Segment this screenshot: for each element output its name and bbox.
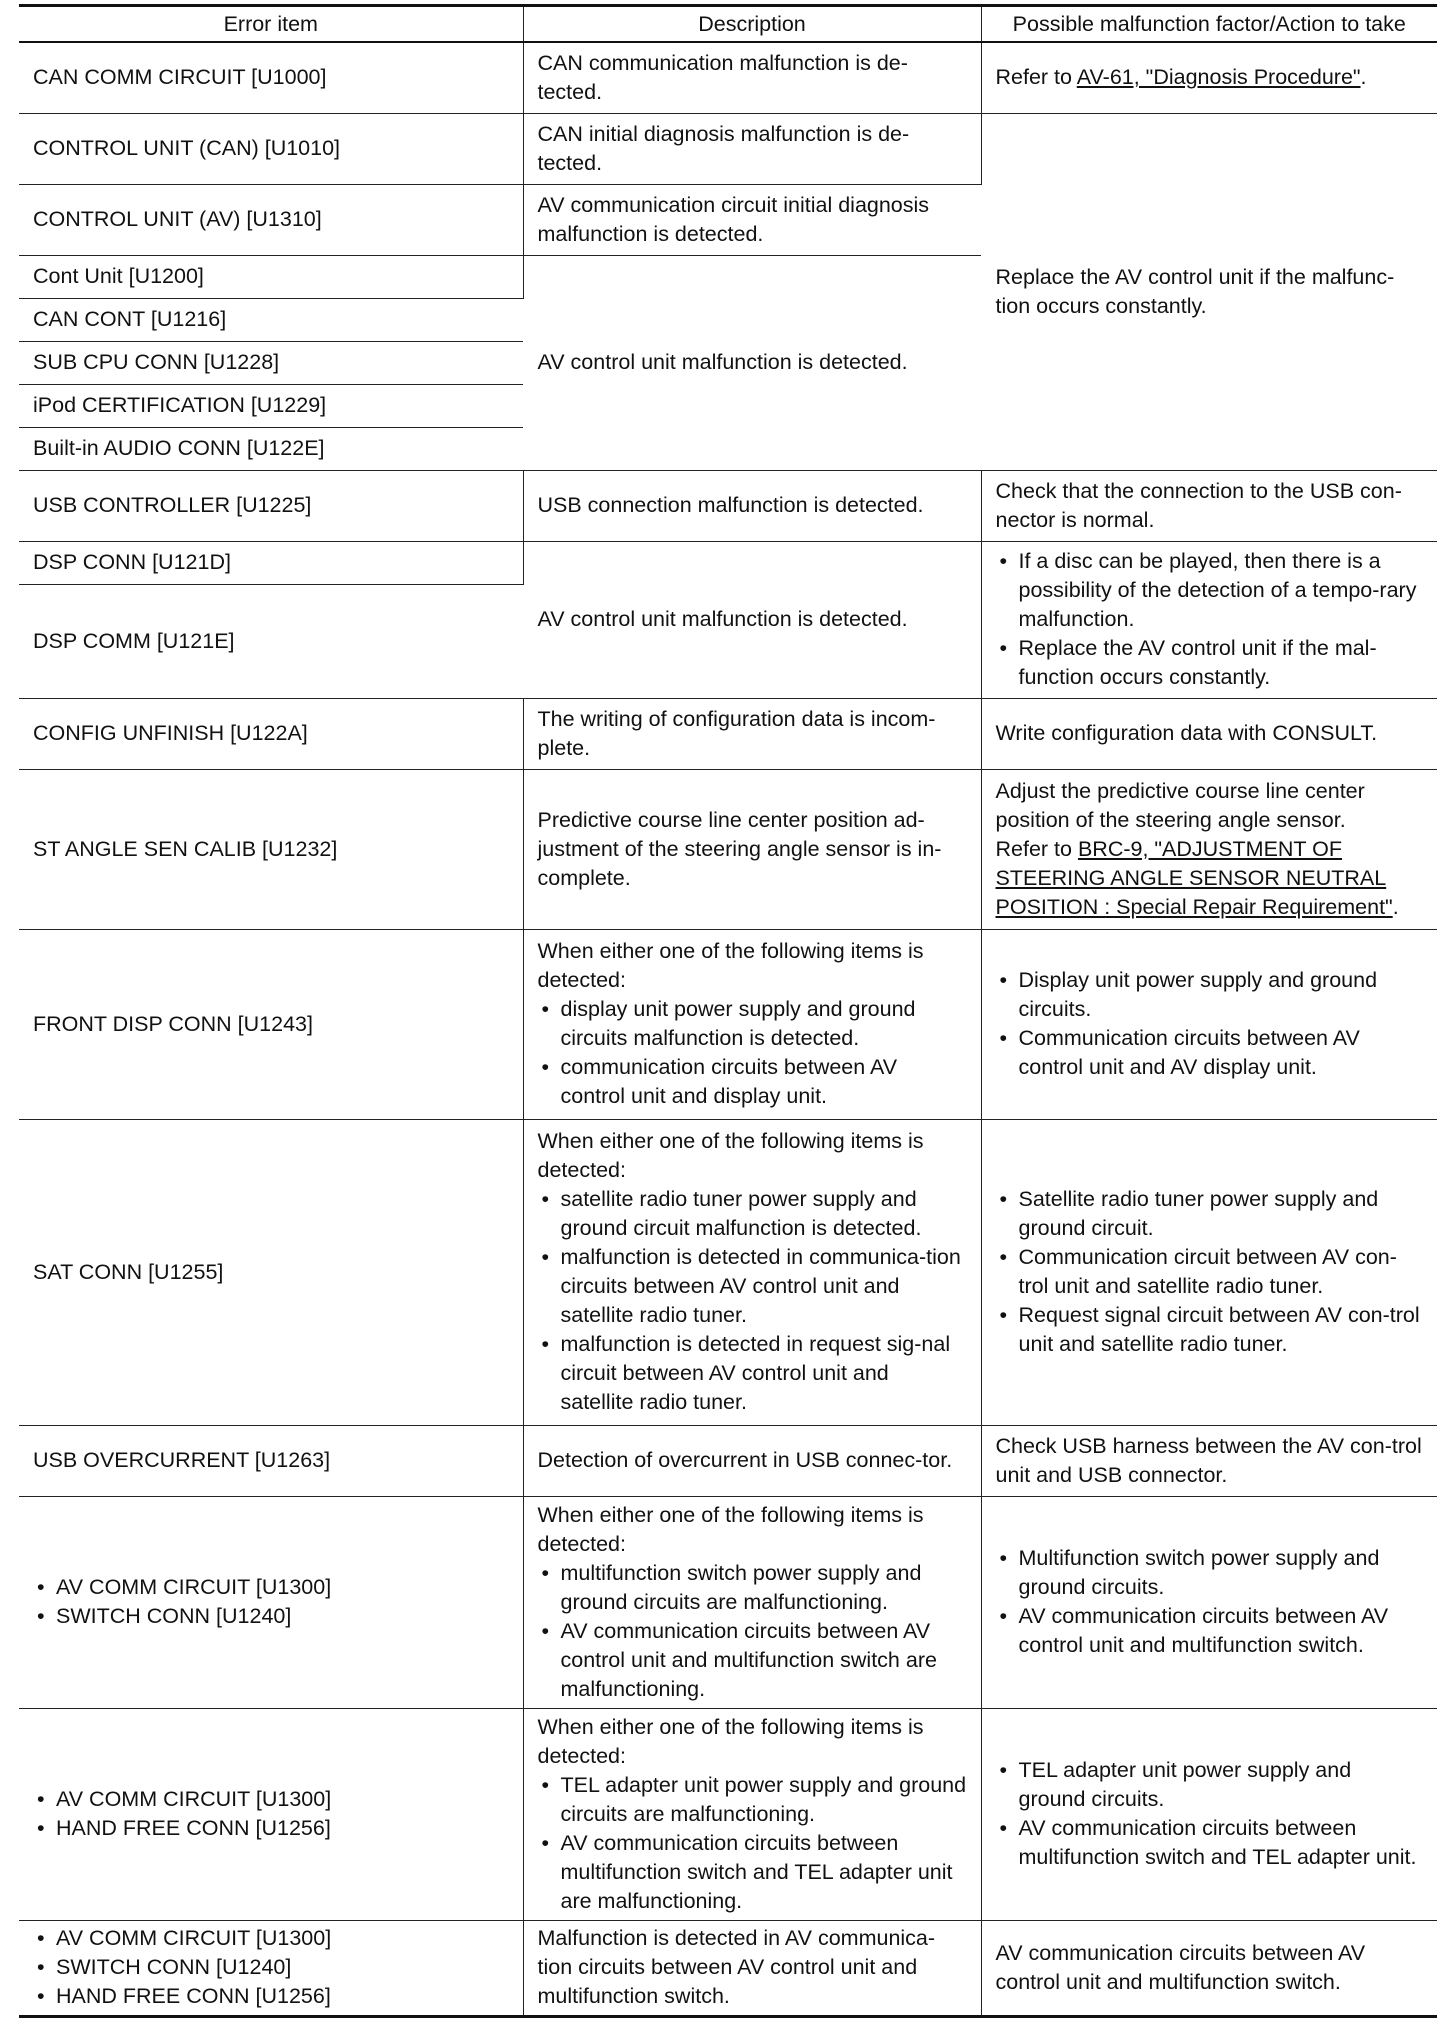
list-item: • AV COMM CIRCUIT [U1300] [33,1573,509,1602]
action-bullet-list [996,547,1424,692]
reference-link[interactable]: AV-61, "Diagnosis Procedure" [1076,65,1361,90]
list-item: • AV communication circuits between AV control unit and multifunction switch. [996,1602,1424,1660]
list-item: • Multifunction switch power supply and ground circuits. [996,1544,1424,1602]
action-text: Adjust the predictive course line center position of the steering angle sensor. [995,778,1365,832]
item-bullet-list [33,1785,509,1843]
list-item: • SWITCH CONN [U1240] [33,1602,509,1631]
list-item: • Communication circuit between AV con-trol unit and satellite radio tuner. [996,1243,1424,1301]
table-row [19,929,1437,1119]
description [523,1119,981,1425]
list-item: • Display unit power supply and ground circuits. [996,966,1424,1024]
table-row [19,42,1437,113]
description: USB connection malfunction is detected. [523,470,981,541]
list-item: • AV communication circuits between AV control unit and multifunction switch are malfunctioning. [538,1617,967,1704]
description: AV control unit malfunction is detected. [523,255,981,470]
error-item: DSP CONN [U121D] [19,541,523,584]
action [981,1708,1437,1920]
error-item [19,1708,523,1920]
list-item: • Replace the AV control unit if the mal-function occurs constantly. [996,634,1424,692]
action: Replace the AV control unit if the malfunc-tion occurs constantly. [981,113,1437,470]
description: CAN initial diagnosis malfunction is de-tected. [523,113,981,184]
action-bullet-list [996,966,1424,1082]
header-row [19,6,1437,43]
table-row [19,1920,1437,2016]
action-suffix: . [1360,65,1367,90]
list-item: • HAND FREE CONN [U1256] [33,1814,509,1843]
list-item: • AV communication circuits between multifunction switch and TEL adapter unit are malfunctioning. [538,1829,967,1916]
error-item: SAT CONN [U1255] [19,1119,523,1425]
list-item: • AV COMM CIRCUIT [U1300] [33,1785,509,1814]
error-table [19,4,1437,2018]
action-bullet-list [996,1756,1424,1872]
error-item: USB OVERCURRENT [U1263] [19,1425,523,1496]
description-intro: When either one of the following items is detected: [537,1129,924,1182]
table-row [19,698,1437,769]
error-item: DSP COMM [U121E] [19,584,523,698]
error-item: FRONT DISP CONN [U1243] [19,929,523,1119]
error-item: CONFIG UNFINISH [U122A] [19,698,523,769]
list-item: • TEL adapter unit power supply and ground circuits. [996,1756,1424,1814]
action: AV communication circuits between AV control unit and multifunction switch. [981,1920,1437,2016]
list-item: • AV COMM CIRCUIT [U1300] [33,1924,509,1953]
description [523,929,981,1119]
list-item: • SWITCH CONN [U1240] [33,1953,509,1982]
error-item: iPod CERTIFICATION [U1229] [19,384,523,427]
table-row [19,113,1437,184]
table-row [19,541,1437,584]
action-bullet-list [996,1544,1424,1660]
action [981,929,1437,1119]
description: Predictive course line center position ad-justment of the steering angle sensor is in-complete. [523,769,981,929]
header-error-item: Error item [19,6,523,43]
table-row [19,1119,1437,1425]
error-item: SUB CPU CONN [U1228] [19,341,523,384]
table-row [19,1708,1437,1920]
list-item: • Satellite radio tuner power supply and ground circuit. [996,1185,1424,1243]
action: Check USB harness between the AV con-trol unit and USB connector. [981,1425,1437,1496]
description-intro: When either one of the following items is detected: [537,1714,924,1768]
error-item: ST ANGLE SEN CALIB [U1232] [19,769,523,929]
action: Write configuration data with CONSULT. [981,698,1437,769]
error-item: CAN CONT [U1216] [19,298,523,341]
table-row [19,470,1437,541]
error-item: USB CONTROLLER [U1225] [19,470,523,541]
list-item: • Communication circuits between AV control unit and AV display unit. [996,1024,1424,1082]
description: Detection of overcurrent in USB connec-tor. [523,1425,981,1496]
description: The writing of configuration data is incom-plete. [523,698,981,769]
action-text: Refer to [995,65,1077,90]
description: AV control unit malfunction is detected. [523,541,981,698]
error-item: CONTROL UNIT (AV) [U1310] [19,184,523,255]
action-bullet-list [996,1185,1424,1359]
description-intro: When either one of the following items is detected: [537,939,924,992]
error-item: Built-in AUDIO CONN [U122E] [19,427,523,470]
error-item [19,1920,523,2016]
action-suffix: . [1392,894,1399,919]
description: CAN communication malfunction is de-tected. [523,42,981,113]
diagnosis-document [19,4,1437,2018]
action [981,1119,1437,1425]
list-item: • If a disc can be played, then there is a possibility of the detection of a tempo-rary malfunction. [996,547,1424,634]
list-item: • AV communication circuits between multifunction switch and TEL adapter unit. [996,1814,1424,1872]
action [981,541,1437,698]
list-item: • communication circuits between AV control unit and display unit. [538,1053,967,1111]
error-item: CAN COMM CIRCUIT [U1000] [19,42,523,113]
header-action: Possible malfunction factor/Action to take [981,6,1437,43]
description [523,1496,981,1708]
description: AV communication circuit initial diagnosis malfunction is detected. [523,184,981,255]
error-item [19,1496,523,1708]
list-item: • satellite radio tuner power supply and ground circuit malfunction is detected. [538,1185,967,1243]
description-bullet-list [538,1559,967,1704]
table-row [19,769,1437,929]
table-row [19,1496,1437,1708]
item-bullet-list [33,1573,509,1631]
action: Check that the connection to the USB con-nector is normal. [981,470,1437,541]
description-bullet-list [538,1771,967,1916]
header-description: Description [523,6,981,43]
action [981,42,1437,113]
error-item: CONTROL UNIT (CAN) [U1010] [19,113,523,184]
list-item: • TEL adapter unit power supply and ground circuits are malfunctioning. [538,1771,967,1829]
item-bullet-list [33,1924,509,2011]
description-bullet-list [538,995,967,1111]
description-bullet-list [538,1185,967,1417]
action [981,769,1437,929]
error-item: Cont Unit [U1200] [19,255,523,298]
description: Malfunction is detected in AV communica-tion circuits between AV control unit and multifunction switch. [523,1920,981,2016]
list-item: • multifunction switch power supply and ground circuits are malfunctioning. [538,1559,967,1617]
description [523,1708,981,1920]
action-prefix: Refer to [995,836,1078,861]
reference-link[interactable]: BRC-9, "ADJUSTMENT OF STEERING ANGLE SENSOR NEUTRAL POSITION : Special Repair Requirement" [995,836,1393,919]
list-item: • HAND FREE CONN [U1256] [33,1982,509,2011]
list-item: • malfunction is detected in communica-tion circuits between AV control unit and satellite radio tuner. [538,1243,967,1330]
list-item: • display unit power supply and ground circuits malfunction is detected. [538,995,967,1053]
action [981,1496,1437,1708]
list-item: • malfunction is detected in request sig-nal circuit between AV control unit and satellite radio tuner. [538,1330,967,1417]
table-row [19,1425,1437,1496]
description-intro: When either one of the following items is detected: [537,1502,924,1556]
list-item: • Request signal circuit between AV con-trol unit and satellite radio tuner. [996,1301,1424,1359]
